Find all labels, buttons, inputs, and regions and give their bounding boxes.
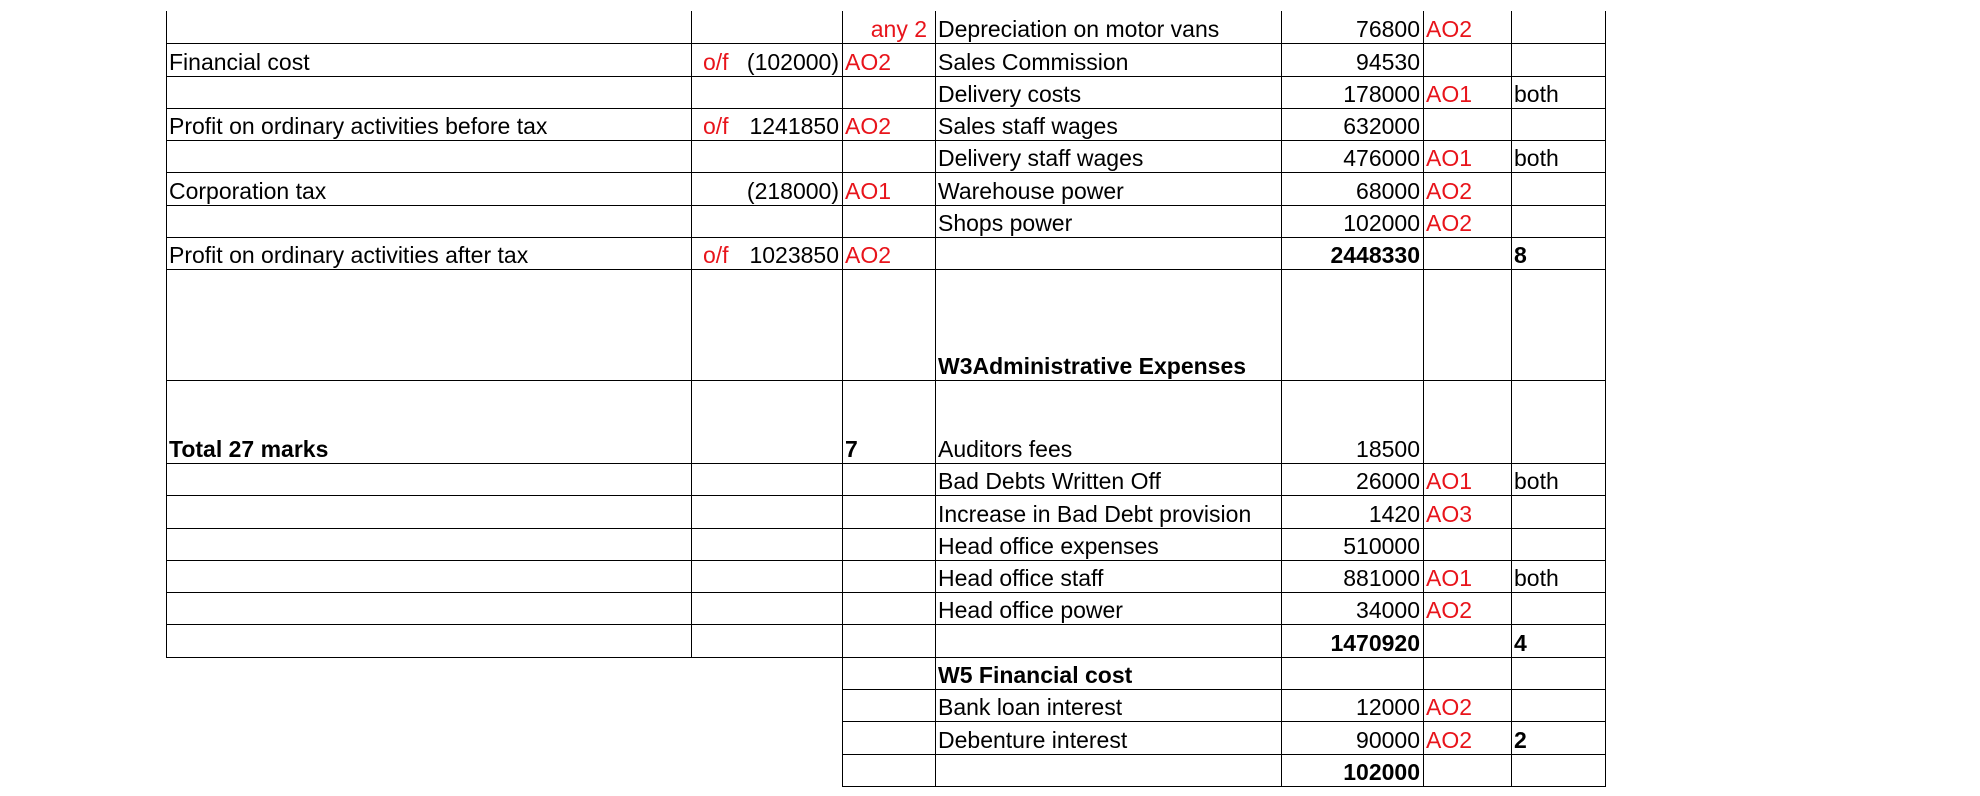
left-row-value: (218000) xyxy=(746,178,839,204)
w3-item-label: Head office power xyxy=(938,597,1123,623)
w5-item-value: 90000 xyxy=(1356,727,1420,753)
w3-item-mark xyxy=(1423,528,1511,560)
w3-item-label: Bad Debts Written Off xyxy=(938,468,1161,494)
w3-item-label: Head office staff xyxy=(938,565,1104,591)
w2-item-value: 476000 xyxy=(1343,145,1420,171)
w3-item-label: Head office expenses xyxy=(938,533,1159,559)
w3-item-mark: AO3 xyxy=(1426,501,1473,527)
w2-item-value: 68000 xyxy=(1356,178,1420,204)
w3-item-value: 881000 xyxy=(1343,565,1420,591)
left-row-flag: o/f xyxy=(703,113,729,139)
w3-item-value: 510000 xyxy=(1343,533,1420,559)
w3-item-label: Increase in Bad Debt provision xyxy=(938,501,1252,527)
w2-marks: 8 xyxy=(1514,242,1527,268)
w2-item-note xyxy=(1511,172,1605,205)
left-row-mark: AO2 xyxy=(845,242,892,268)
w2-total: 2448330 xyxy=(1330,242,1420,268)
w5-item-mark: AO2 xyxy=(1426,727,1473,753)
left-row-mark: AO2 xyxy=(845,113,892,139)
left-row-flag: o/f xyxy=(703,49,729,75)
w3-item-label: Auditors fees xyxy=(938,436,1073,462)
w3-item-note xyxy=(1511,380,1605,463)
w3-item-value: 26000 xyxy=(1356,468,1420,494)
left-row-label: Profit on ordinary activities before tax xyxy=(169,113,548,139)
left-row-label: Profit on ordinary activities after tax xyxy=(169,242,529,268)
left-row-value: (102000) xyxy=(746,49,839,75)
w2-item-label: Delivery staff wages xyxy=(938,145,1144,171)
w3-item-note xyxy=(1511,495,1605,528)
w2-item-note xyxy=(1511,205,1605,237)
w2-item-value: 94530 xyxy=(1356,49,1420,75)
left-row-mark: AO1 xyxy=(845,178,892,204)
w3-item-note: both xyxy=(1514,565,1559,591)
w2-item-mark: AO2 xyxy=(1426,178,1473,204)
w5-marks: 2 xyxy=(1514,727,1527,753)
w3-total: 1470920 xyxy=(1330,630,1420,656)
w3-item-mark xyxy=(1423,380,1511,463)
w2-item-mark: AO1 xyxy=(1426,145,1473,171)
w3-item-note: both xyxy=(1514,468,1559,494)
w2-item-mark: AO2 xyxy=(1426,16,1473,42)
left-row-value: 1241850 xyxy=(749,113,839,139)
w2-item-mark xyxy=(1423,108,1511,140)
w5-item-label: Debenture interest xyxy=(938,727,1128,753)
w5-item-note xyxy=(1511,689,1605,721)
w2-item-label: Shops power xyxy=(938,210,1073,236)
w2-item-value: 76800 xyxy=(1356,16,1420,42)
w3-item-note xyxy=(1511,592,1605,624)
left-row-mark: AO2 xyxy=(845,49,892,75)
w5-item-mark: AO2 xyxy=(1426,694,1473,720)
w2-item-note xyxy=(1511,108,1605,140)
w3-item-value: 1420 xyxy=(1368,501,1420,527)
w2-item-note: both xyxy=(1514,81,1559,107)
left-row-label: Corporation tax xyxy=(169,178,327,204)
w2-item-label: Delivery costs xyxy=(938,81,1082,107)
w2-item-mark xyxy=(1423,43,1511,76)
total-marks-value: 7 xyxy=(845,436,858,462)
left-row-flag: o/f xyxy=(703,242,729,268)
w2-item-label: Sales staff wages xyxy=(938,113,1118,139)
w3-marks: 4 xyxy=(1514,630,1527,656)
w2-item-value: 178000 xyxy=(1343,81,1420,107)
w2-item-label: Warehouse power xyxy=(938,178,1124,204)
w5-item-value: 12000 xyxy=(1356,694,1420,720)
w3-item-value: 34000 xyxy=(1356,597,1420,623)
w2-item-label: Depreciation on motor vans xyxy=(938,16,1220,42)
w3-item-value: 18500 xyxy=(1356,436,1420,462)
w2-item-note xyxy=(1511,11,1605,43)
w2-item-label: Sales Commission xyxy=(938,49,1129,75)
w2-item-value: 102000 xyxy=(1343,210,1420,236)
w3-item-mark: AO1 xyxy=(1426,468,1473,494)
any-two-note: any 2 xyxy=(870,16,927,42)
left-row-label: Financial cost xyxy=(169,49,310,75)
w2-item-note: both xyxy=(1514,145,1559,171)
w5-item-label: Bank loan interest xyxy=(938,694,1123,720)
w5-total: 102000 xyxy=(1343,759,1420,785)
w2-item-value: 632000 xyxy=(1343,113,1420,139)
w2-item-mark: AO2 xyxy=(1426,210,1473,236)
w3-item-mark: AO1 xyxy=(1426,565,1473,591)
w2-item-note xyxy=(1511,43,1605,76)
w3-item-mark: AO2 xyxy=(1426,597,1473,623)
w2-item-mark: AO1 xyxy=(1426,81,1473,107)
w3-item-note xyxy=(1511,528,1605,560)
left-row-value: 1023850 xyxy=(749,242,839,268)
total-marks-label: Total 27 marks xyxy=(169,436,329,462)
w5-heading: W5 Financial cost xyxy=(938,662,1133,688)
w3-heading: W3Administrative Expenses xyxy=(938,353,1247,379)
